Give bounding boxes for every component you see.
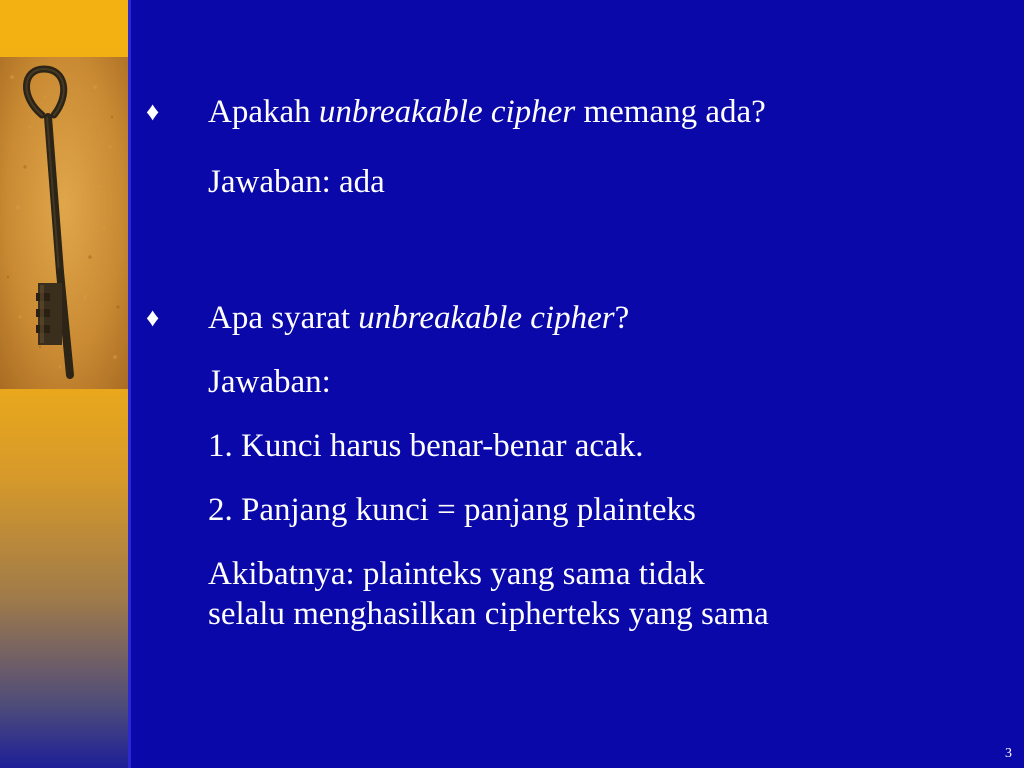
question-1-suffix: memang ada? <box>575 94 766 130</box>
question-2-prefix: Apa syarat <box>208 300 359 336</box>
answer-2-label: Jawaban: <box>208 364 331 400</box>
question-2 <box>146 298 1006 338</box>
left-bar-divider <box>128 0 131 768</box>
requirement-item: 2. Panjang kunci = panjang plainteks <box>208 492 696 528</box>
question-1-prefix: Apakah <box>208 94 319 130</box>
consequence-line: Akibatnya: plainteks yang sama tidak <box>208 556 705 592</box>
requirement-item: 1. Kunci harus benar-benar acak. <box>208 428 644 464</box>
diamond-bullet-icon: ♦ <box>146 303 160 332</box>
question-1-emphasis: unbreakable cipher <box>318 94 576 130</box>
key-photo <box>0 57 128 389</box>
page-number: 3 <box>1005 746 1012 761</box>
question-2-emphasis: unbreakable cipher <box>358 300 615 336</box>
consequence-line: selalu menghasilkan cipherteks yang sama <box>208 596 769 632</box>
answer-1: Jawaban: ada <box>208 164 385 200</box>
slide-content <box>146 92 1006 634</box>
question-1 <box>146 92 1006 132</box>
diamond-bullet-icon: ♦ <box>146 97 160 126</box>
question-2-suffix: ? <box>614 300 630 336</box>
